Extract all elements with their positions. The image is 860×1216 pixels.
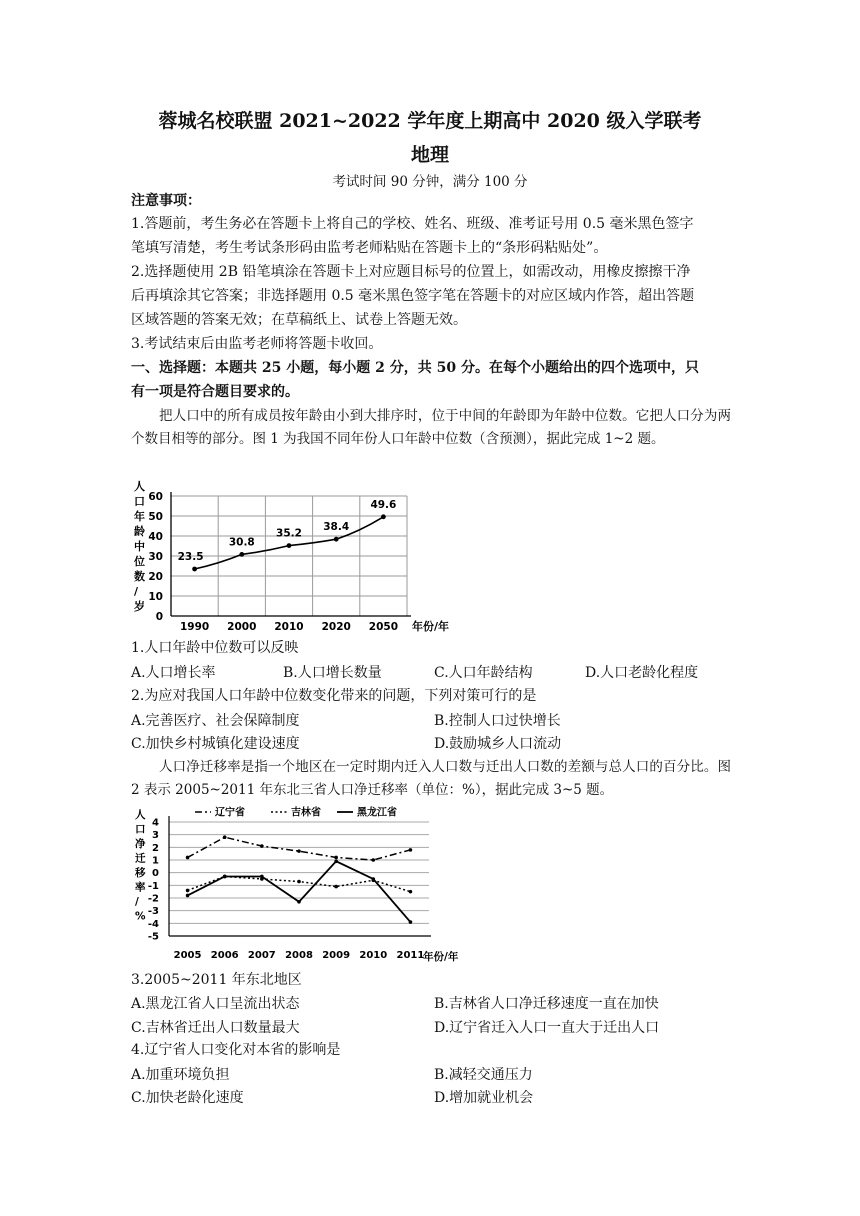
chart2-data-point [409,848,413,852]
chart2-x-tick-label: 2009 [322,950,351,961]
chart2-data-point [186,894,190,898]
chart2-data-point [223,835,227,839]
chart1-x-tick-label: 2010 [274,621,304,633]
chart2-y-label-char: 移 [135,867,146,879]
chart2-x-tick-label: 2010 [359,950,388,961]
chart2-y-tick-label: -5 [147,931,159,943]
notice-item-2-line-2: 后再填涂其它答案；非选择题用 0.5 毫米黑色签字笔在答题卡的对应区域内作答，超出答题 [131,288,695,304]
chart1-y-label-char: 年 [134,510,145,523]
section-heading-line-1: 一、选择题：本题共 25 小题，每小题 2 分，共 50 分。在每个小题给出的四个选项中，只 [131,360,699,376]
q4-option-d: D.增加就业机会 [434,1090,534,1106]
chart1-y-label-char: / [134,585,139,598]
q3-option-d: D.辽宁省迁入人口一直大于迁出人口 [434,1020,660,1036]
chart1-y-tick-label: 30 [148,551,163,563]
q2-option-c: C.加快乡村城镇化建设速度 [131,736,300,752]
chart2-data-point [371,858,375,862]
chart1-y-label-char: 岁 [134,600,145,613]
chart1-y-ticks [148,491,163,623]
chart2-y-label-char: 迁 [135,852,146,865]
chart1-series [178,499,397,572]
figure-1-chart [125,478,485,638]
chart1-y-label-char: 数 [134,570,145,583]
q2-option-d: D.鼓励城乡人口流动 [434,736,562,752]
notice-item-2-line-1: 2.选择题使用 2B 铅笔填涂在答题卡上对应题目标号的位置上，如需改动，用橡皮擦擦干净 [131,264,691,280]
chart1-x-tick-label: 1990 [179,621,210,633]
chart1-y-tick-label: 40 [148,531,163,543]
chart1-y-label-char: 龄 [134,525,145,538]
chart2-data-point [334,856,338,860]
chart1-x-tick-label: 2000 [227,621,257,633]
chart2-y-tick-label: 0 [152,868,159,880]
q1-option-a: A.人口增长率 [131,665,216,681]
chart2-data-point [371,877,375,881]
chart2-data-point [409,890,413,894]
chart1-data-label: 35.2 [276,527,302,540]
chart1-x-axis-label: 年份/年 [412,620,450,633]
chart2-grid [169,816,431,936]
exam-title: 蓉城名校联盟 2021~2022 学年度上期高中 2020 级入学联考 [158,110,702,132]
q3-option-c: C.吉林省迁出人口数量最大 [131,1020,300,1036]
chart2-y-tick-label: -3 [147,906,159,918]
chart1-y-axis-label [133,480,145,613]
chart2-x-tick-label: 2007 [247,950,276,961]
chart2-y-tick-label: 3 [152,830,159,842]
q4-option-a: A.加重环境负担 [131,1067,230,1083]
chart1-x-tick-label: 2020 [321,621,351,633]
q4-option-c: C.加快老龄化速度 [131,1090,244,1106]
chart1-y-label-char: 位 [134,555,145,568]
chart1-x-tick-label: 2050 [368,621,399,633]
chart1-y-label-char: 人 [134,480,145,493]
chart2-data-point [297,880,301,884]
q3-option-b: B.吉林省人口净迁移速度一直在加快 [434,996,659,1012]
chart2-y-label-char: 率 [135,881,146,894]
chart2-data-point [223,875,227,879]
section-heading-line-2: 有一项是符合题目要求的。 [131,384,299,400]
chart2-y-tick-label: -1 [147,880,159,892]
chart2-x-tick-label: 2006 [210,950,239,961]
chart2-series-heilongjiang [188,861,411,922]
chart2-series-liaoning [188,837,411,860]
notice-item-2-line-3: 区域答题的答案无效；在草稿纸上、试卷上答题无效。 [131,312,467,328]
notice-item-1-line-2: 笔填写清楚，考生考试条形码由监考老师粘贴在答题卡上的“条形码粘贴处”。 [131,240,608,256]
chart2-data-point [297,900,301,904]
q2-stem: 2.为应对我国人口年龄中位数变化带来的问题，下列对策可行的是 [131,688,537,704]
chart2-y-axis-label [134,808,146,923]
chart2-x-tick-label: 2008 [285,950,313,961]
chart2-y-label-char: 口 [135,823,146,836]
notice-item-1-line-1: 1.答题前，考生务必在答题卡上将自己的学校、姓名、班级、准考证号用 0.5 毫米黑色签字 [131,216,694,232]
chart2-data-point [334,885,338,889]
chart2-data-point [260,844,264,848]
chart2-y-ticks [148,818,159,943]
chart2-y-tick-label: 2 [152,842,159,854]
q1-option-d: D.人口老龄化程度 [585,665,699,681]
subject-title: 地理 [410,144,449,166]
q1-option-b: B.人口增长数量 [283,665,382,681]
chart1-y-tick-label: 50 [148,511,163,523]
notice-heading: 注意事项： [131,193,201,209]
chart1-y-tick-label: 10 [148,591,163,603]
q1-stem: 1.人口年龄中位数可以反映 [131,640,299,656]
chart2-data-point [334,859,338,863]
chart1-y-label-char: 中 [134,540,145,553]
chart1-y-tick-label: 20 [148,571,163,583]
chart1-data-label: 38.4 [323,521,350,534]
chart2-data-point [186,889,190,893]
chart2-x-tick-label: 2011 [396,950,425,961]
q3-option-a: A.黑龙江省人口呈流出状态 [131,996,300,1012]
notice-item-3: 3.考试结束后由监考老师将答题卡收回。 [131,336,383,352]
chart2-legend-label: 辽宁省 [215,807,245,819]
figure-2-chart [125,800,485,970]
chart1-data-label: 30.8 [228,536,255,549]
q2-option-a: A.完善医疗、社会保障制度 [131,713,300,729]
exam-info: 考试时间 90 分钟，满分 100 分 [332,174,528,190]
chart2-y-label-char: 人 [135,809,146,821]
chart2-data-point [409,920,413,924]
chart1-y-tick-label: 0 [155,611,163,623]
chart1-data-label: 49.6 [370,498,397,511]
chart1-series-line [195,517,384,569]
chart2-legend-label: 黑龙江省 [357,807,397,819]
chart2-y-label-char: / [135,896,139,908]
chart1-data-label: 23.5 [177,551,204,563]
q4-stem: 4.辽宁省人口变化对本省的影响是 [131,1042,341,1058]
q4-option-b: B.减轻交通压力 [434,1067,533,1083]
q2-option-b: B.控制人口过快增长 [434,713,561,729]
chart1-data-point [239,552,244,557]
chart1-data-point [192,567,197,572]
chart1-y-tick-label: 60 [148,491,163,503]
chart2-y-tick-label: 1 [152,855,159,867]
passage-1: 把人口中的所有成员按年龄由小到大排序时，位于中间的年龄即为年龄中位数。它把人口分为两个数目相等的部分。图 1 为我国不同年份人口年龄中位数（含预测），据此完成 1~2 题。 [131,408,731,447]
chart2-data-point [297,849,301,853]
chart2-x-tick-label: 2005 [173,950,202,961]
chart1-y-label-char: 口 [134,495,145,508]
chart2-data-point [260,875,264,879]
passage-2: 人口净迁移率是指一个地区在一定时期内迁入人口数与迁出人口数的差额与总人口的百分比。图 2 表示 2005~2011 年东北三省人口净迁移率（单位：%），据此完成 3~5 题。 [131,759,731,798]
chart2-y-tick-label: -2 [147,893,159,905]
chart2-x-axis-label: 年份/年 [423,951,459,963]
chart2-y-label-char: 净 [135,838,146,850]
chart2-y-label-char: % [135,910,146,923]
q1-option-c: C.人口年龄结构 [434,665,533,681]
chart2-legend-label: 吉林省 [291,807,321,819]
chart1-data-point [334,537,339,542]
chart2-y-tick-label: -4 [147,918,159,930]
chart1-data-point [287,543,292,548]
chart2-x-ticks [174,950,425,961]
chart1-x-ticks [180,621,398,633]
chart2-legend [195,806,397,819]
q3-stem: 3.2005~2011 年东北地区 [131,972,302,988]
chart2-y-tick-label: 4 [152,817,159,829]
chart1-data-point [381,514,386,519]
chart2-data-point [186,856,190,860]
